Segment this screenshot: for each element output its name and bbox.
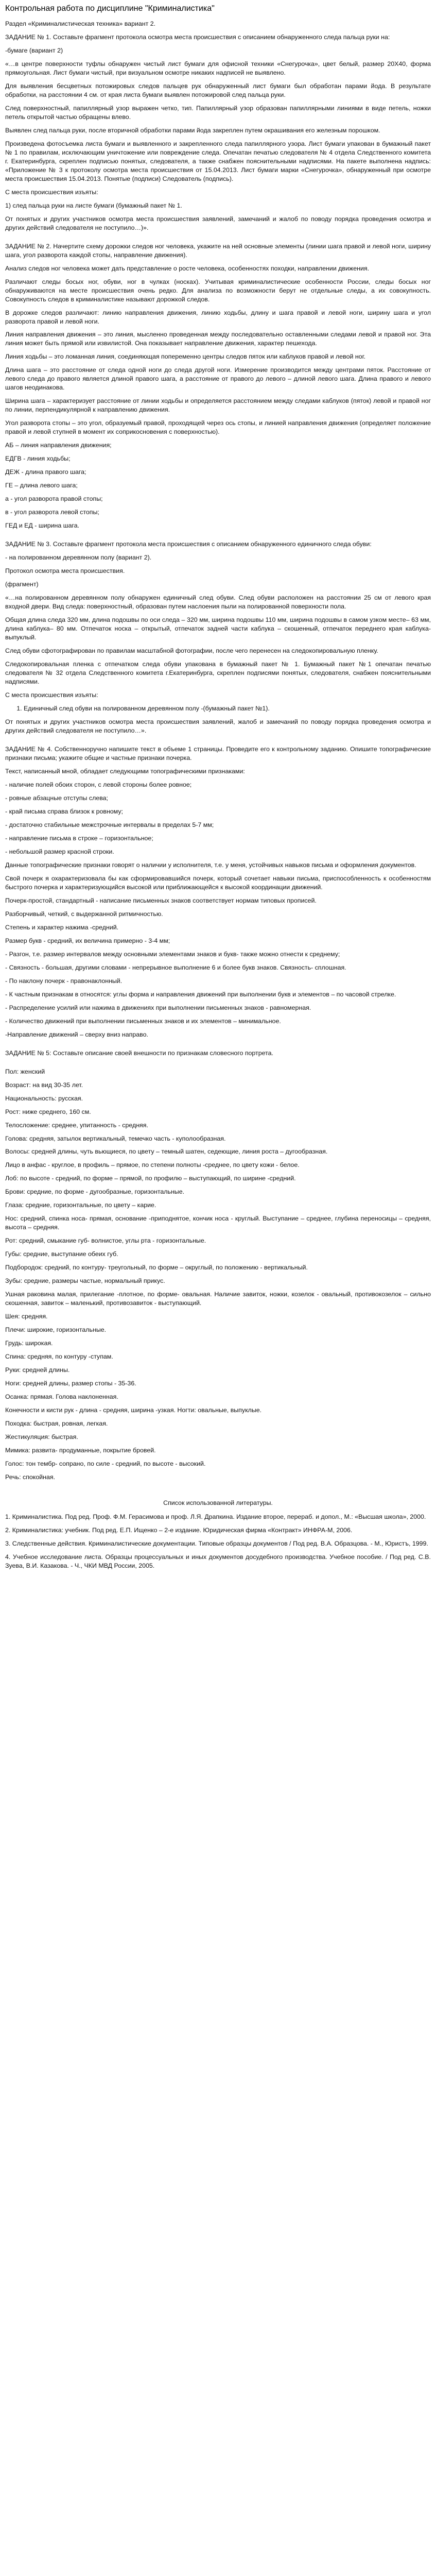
paragraph: В дорожке следов различают: линию направления движения, линию ходьбы, длину и шага правой и левой ноги, ширину шага и угол разворота правой и левой ноги. (5, 309, 431, 325)
paragraph: Следокопировальная пленка с отпечатком следа обуви упакована в бумажный пакет № 1. Бумажный пакет №1 опечатан печатью следователя № 32 отдела Следственного комитета г.Екатеринбурга, скреплен подписями понятых, следователя, снабжен пояснительными надписями. (5, 660, 431, 686)
feature-item: Подбородок: средний, по контуру- треугольный, по форме – округлый, по положению - вертикальный. (5, 1264, 308, 1272)
paragraph: - наличие полей обоих сторон, с левой стороны более ровное; (5, 781, 192, 788)
feature-item: Мимика: развита- продуманные, покрытие бровей. (5, 1447, 156, 1454)
feature-item: Голос: тон тембр- сопрано, по силе - средний, по высоте - высокий. (5, 1460, 206, 1468)
feature-item: Лоб: по высоте - средний, по форме – прямой, по профилю – выступающий, по ширине -средний. (5, 1175, 296, 1182)
paragraph: - Связность - большая, другими словами - непрерывное выполнение 6 и более букв знаков. Связность- сплошная. (5, 963, 346, 971)
paragraph: Общая длина следа 320 мм, длина подошвы по оси следа – 320 мм, ширина подошвы 110 мм, ширина подошвы в самом узком месте– 63 мм, длина каблука– 80 мм. Отпечаток носка – открытый, отпечаток задней части каблука – скошенный, отпечаток переднего края каблука- выпуклый. (5, 616, 431, 641)
paragraph: - небольшой размер красной строки. (5, 848, 114, 855)
paragraph: Выявлен след пальца руки, после вторичной обработки парами йода закреплен путем окрашивания его железным порошком. (5, 126, 380, 134)
feature-item: Грудь: широкая. (5, 1340, 53, 1347)
feature-item: Пол: женский (5, 1067, 45, 1075)
paragraph: - Разгон, т.е. размер интервалов между основными элементами знаков и букв- также можно отнести к среднему; (5, 950, 340, 958)
paragraph: Данные топографические признаки говорят о наличии у исполнителя, т.е. у меня, устойчивых навыков письма и оформления документов. (5, 861, 416, 869)
feature-item: Национальность: русская. (5, 1094, 83, 1102)
paragraph: - на полированном деревянном полу (вариант 2). (5, 554, 152, 562)
paragraph: От понятых и других участников осмотра места происшествия заявлений, жалоб и замечаний по поводу порядка проведения осмотра и других действий следователя не поступило…». (5, 718, 431, 734)
paragraph: Различают следы босых ног, обуви, ног в чулках (носках). Учитывая криминалистические особенности России, следы босых ног обнаруживаются на месте происшествия очень редко. Для анализа по возможности берут не отдельные следы, а их совокупность. Совокупность следов в криминалистике называют дорожкой следов. (5, 278, 431, 303)
paragraph: Линия ходьбы – это ломанная линия, соединяющая попеременно центры следов пяток или каблуков правой и левой ног. (5, 353, 366, 361)
paragraph: Текст, написанный мной, обладает следующими топографическими признаками: (5, 767, 245, 775)
paragraph: Ширина шага – характеризует расстояние от линии ходьбы и определяется расстоянием между следами каблуков (пяток) левой и правой ног по линии, перпендикулярной к направлению движения. (5, 397, 431, 414)
reference-item: 1. Криминалистика. Под ред. Проф. Ф.М. Герасимова и проф. Л.Я. Драпкина. Издание второе, перераб. и допол., М.: «Высшая школа», 2000. (5, 1513, 426, 1521)
paragraph: - По наклону почерк - правонаклонный. (5, 977, 123, 985)
task-3 (5, 540, 431, 735)
section-heading: Раздел «Криминалистическая техника» вариант 2. (5, 20, 156, 27)
objects-list (5, 704, 431, 713)
reference-item: 3. Следственные действия. Криминалистические документации. Типовые образцы документов / Под ред. В.А. Образцова. - М., Юристъ, 1999. (5, 1540, 428, 1548)
references-title: Список использованной литературы. (163, 1499, 273, 1507)
task-1 (5, 33, 431, 232)
feature-item: Жестикуляция: быстрая. (5, 1433, 78, 1441)
feature-item: Осанка: прямая. Голова наклоненная. (5, 1393, 118, 1401)
paragraph: Разборчивый, четкий, с выдержанной ритмичностью. (5, 910, 163, 918)
feature-item: Руки: средней длины. (5, 1366, 70, 1374)
feature-item: Возраст: на вид 30-35 лет. (5, 1081, 83, 1089)
task-2 (5, 242, 431, 531)
paragraph: Степень и характер нажима -средний. (5, 923, 119, 931)
feature-item: Нос: средний, спинка носа- прямая, основание -приподнятое, кончик носа - круглый. Выступание – среднее, глубина переносицы – средняя, высота – средняя. (5, 1215, 431, 1231)
paragraph: Длина шага – это расстояние от следа одной ноги до следа другой ноги. Измерение производится между центрами пяток. Расстояние от левого следа до правого является длиной правого шага, а расстояние от правого до левого – длиной левого шага. Длина правого и левого шагов неодинакова. (5, 366, 431, 392)
feature-item: Губы: средние, выступание обеих губ. (5, 1250, 118, 1258)
paragraph: - край письма справа близок к ровному; (5, 807, 123, 815)
reference-item: 4. Учебное исследование листа. Образцы процессуальных и иных документов досудебного производства. Учебное пособие. / Под ред. С.В. Зуева, В.И. Казакова. - Ч., ЧКИ МВД России, 2005. (5, 1553, 431, 1569)
legend-item: ГЕД и ЕД - ширина шага. (5, 522, 80, 530)
paragraph: След обуви сфотографирован по правилам масштабной фотографии, после чего перенесен на следокопировальную пленку. (5, 647, 378, 655)
page-title: Контрольная работа по дисциплине "Криминалистика" (5, 4, 215, 13)
feature-item: Рост: ниже среднего, 160 см. (5, 1108, 91, 1115)
references (5, 1499, 431, 1570)
paragraph: След поверхностный, папиллярный узор выражен четко, тип. Папиллярный узор образован папиллярными линиями в виде петель, ножки петель открытой частью обращены влево. (5, 104, 431, 121)
paragraph: - достаточно стабильные межстрочные интервалы в пределах 5-7 мм; (5, 821, 214, 828)
paragraph: Угол разворота стопы – это угол, образуемый правой, проходящей через ось стопы, и линией направления движения (определяет положение правой и левой ступней в момент их соприкосновения с поверхностью). (5, 419, 431, 436)
legend-item: ЕДГВ - линия ходьбы; (5, 455, 71, 463)
paragraph: Линия направления движения – это линия, мысленно проведенная между последовательно оставленными следами левой и правой ног. Эта линия может быть прямой или извилистой. Она показывает направление движения, характер пешехода. (5, 331, 431, 347)
task-4 (5, 745, 431, 1039)
paragraph: От понятых и других участников осмотра места происшествия заявлений, замечаний и жалоб по поводу порядка проведения осмотра и других действий следователя не поступило…)». (5, 215, 431, 231)
paragraph: ЗАДАНИЕ № 2. Начертите схему дорожки следов ног человека, укажите на ней основные элементы (линии шага правой и левой ноги, ширину шага, угол разворота каждой стопы, направление движения). (5, 242, 431, 259)
feature-item: Плечи: широкие, горизонтальные. (5, 1326, 107, 1334)
paragraph: (фрагмент) (5, 581, 39, 588)
paragraph: ЗАДАНИЕ № 4. Собственноручно напишите текст в объеме 1 страницы. Проведите его к контрольному заданию. Опишите топографические признаки письма; укажите общие и частные признаки почерка. (5, 745, 431, 761)
feature-item: Брови: средние, по форме - дугообразные, горизонтальные. (5, 1188, 185, 1196)
feature-item: Голова: средняя, затылок вертикальный, темечко часть - куполообразная. (5, 1134, 226, 1142)
objects-title: С места происшествия изъяты: (5, 188, 98, 196)
paragraph: ЗАДАНИЕ № 5: Составьте описание своей внешности по признакам словесного портрета. (5, 1049, 273, 1057)
paragraph: Произведена фотосъемка листа бумаги и выявленного и закрепленного следа папиллярного узора. Лист бумаги упакован в бумажный пакет № 1 по правилам, исключающим уничтожение или повреждение следа. Опечатан печатью следователя № 4 отдела Следственного комитета г. Екатеринбурга, скреплен подписью понятых, следователя, а также снабжен пояснительными надписями. На пакете выполнена надпись: «Приложение № 3 к протоколу осмотра места происшествия от 15.04.2013. Лист бумаги марки «Снегурочка», обнаруженный при осмотре места происшествия 15.04.2013. Понятые (подписи) Следователь (подпись). (5, 140, 431, 182)
feature-item: Лицо в анфас - круглое, в профиль – прямое, по степени полноты -среднее, по цвету кожи - белое. (5, 1161, 300, 1169)
paragraph: Анализ следов ног человека может дать представление о росте человека, особенностях походки, направлении движения. (5, 264, 370, 272)
paragraph: Почерк-простой, стандартный - написание письменных знаков соответствует нормам типовых прописей. (5, 896, 317, 904)
legend-item: ДЕЖ - длина правого шага; (5, 468, 86, 476)
feature-item: Шея: средняя. (5, 1313, 48, 1320)
legend-item: в - угол разворота левой стопы; (5, 509, 99, 516)
feature-item: Волосы: средней длины, чуть вьющиеся, по цвету – темный шатен, седеющие, линия роста – дугообразная. (5, 1148, 328, 1156)
paragraph: - Количество движений при выполнении письменных знаков и их элементов – минимальное. (5, 1017, 281, 1025)
paragraph: - направление письма в строке – горизонтальное; (5, 834, 153, 842)
legend-item: ГЕ – длина левого шага; (5, 482, 78, 489)
paragraph: ЗАДАНИЕ № 1. Составьте фрагмент протокола осмотра места происшествия с описанием обнаруженного следа пальца руки на: (5, 33, 390, 41)
paragraph: «…в центре поверхности туфлы обнаружен чистый лист бумаги для офисной техники «Снегурочка», цвет белый, размер 20Х40, форма прямоугольная. Лист бумаги чистый, при визуальном осмотре никаких надписей не выявлено. (5, 60, 431, 76)
paragraph: ЗАДАНИЕ № 3. Составьте фрагмент протокола места происшествия с описанием обнаруженного единичного следа обуви: (5, 540, 372, 548)
feature-item: Ушная раковина малая, прилегание -плотное, по форме- овальная. Наличие завиток, ножки, козелок - овальный, противокозелок – сильно скошенная, завиток – маленький, противозавиток - выступающий. (5, 1291, 431, 1307)
objects-title: С места происшествия изъяты: (5, 691, 98, 699)
feature-item: Телосложение: среднее, упитанность - средняя. (5, 1121, 148, 1129)
feature-item: Глаза: средние, горизонтальные, по цвету – карие. (5, 1201, 156, 1209)
feature-item: Рот: средний, смыкание губ- волнистое, углы рта - горизонтальные. (5, 1237, 206, 1245)
task-5 (5, 1049, 431, 1482)
paragraph: -бумаге (вариант 2) (5, 46, 63, 54)
feature-item: Зубы: средние, размеры частые, нормальный прикус. (5, 1277, 165, 1285)
legend-item: АБ – линия направления движения; (5, 442, 112, 449)
reference-item: 2. Криминалистика: учебник. Под ред. Е.П. Ищенко – 2-е издание. Юридическая фирма «Контракт» ИНФРА-М, 2006. (5, 1527, 353, 1534)
legend-item: а - угол разворота правой стопы; (5, 495, 103, 503)
paragraph: «…на полированном деревянном полу обнаружен единичный след обуви. След обуви расположен на расстоянии 25 см от левого края входной двери. Вид следа: поверхностный, образован путем наслоения пыли на полированной поверхности пола. (5, 594, 431, 611)
paragraph: -Направление движений – сверху вниз направо. (5, 1030, 148, 1038)
paragraph: Свой почерк я охарактеризовала бы как сформировавшийся почерк, который сочетает навыки письма, приспособленность к особенностям быстрого почерка и характеризующийся высокой или приближающейся к высокой координации движений. (5, 874, 431, 891)
paragraph: Протокол осмотра места происшествия. (5, 567, 125, 575)
feature-item: Спина: средняя, по контуру -ступам. (5, 1353, 113, 1361)
paragraph: - Распределение усилий или нажима в движениях при выполнении письменных знаков - равномерная. (5, 1004, 311, 1011)
feature-item: Походка: быстрая, ровная, легкая. (5, 1420, 108, 1428)
paragraph: - К частным признакам в относятся: углы форма и направления движений при выполнении букв и элементов – по часовой стрелке. (5, 990, 396, 998)
feature-item: Ноги: средней длины, размер стопы - 35-36. (5, 1380, 136, 1387)
paragraph: Размер букв - средний, их величина примерно - 3-4 мм; (5, 937, 170, 944)
feature-item: Конечности и кисти рук - длина - средняя, ширина -узкая. Ногти: овальные, выпуклые. (5, 1406, 262, 1414)
feature-item: Речь: спокойная. (5, 1473, 56, 1481)
list-item: 1. Единичный след обуви на полированном деревянном полу -(бумажный пакет №1). (24, 704, 431, 713)
paragraph: - ровные абзацные отступы слева; (5, 794, 108, 802)
paragraph: 1) след пальца руки на листе бумаги (бумажный пакет № 1. (5, 201, 182, 209)
paragraph: Для выявления бесцветных потожировых следов пальцев рук обнаруженный лист бумаги был обработан парами йода. В результате обработки, на расстоянии 4 см. от края листа бумаги выявлен потожировой след пальца руки. (5, 82, 431, 98)
